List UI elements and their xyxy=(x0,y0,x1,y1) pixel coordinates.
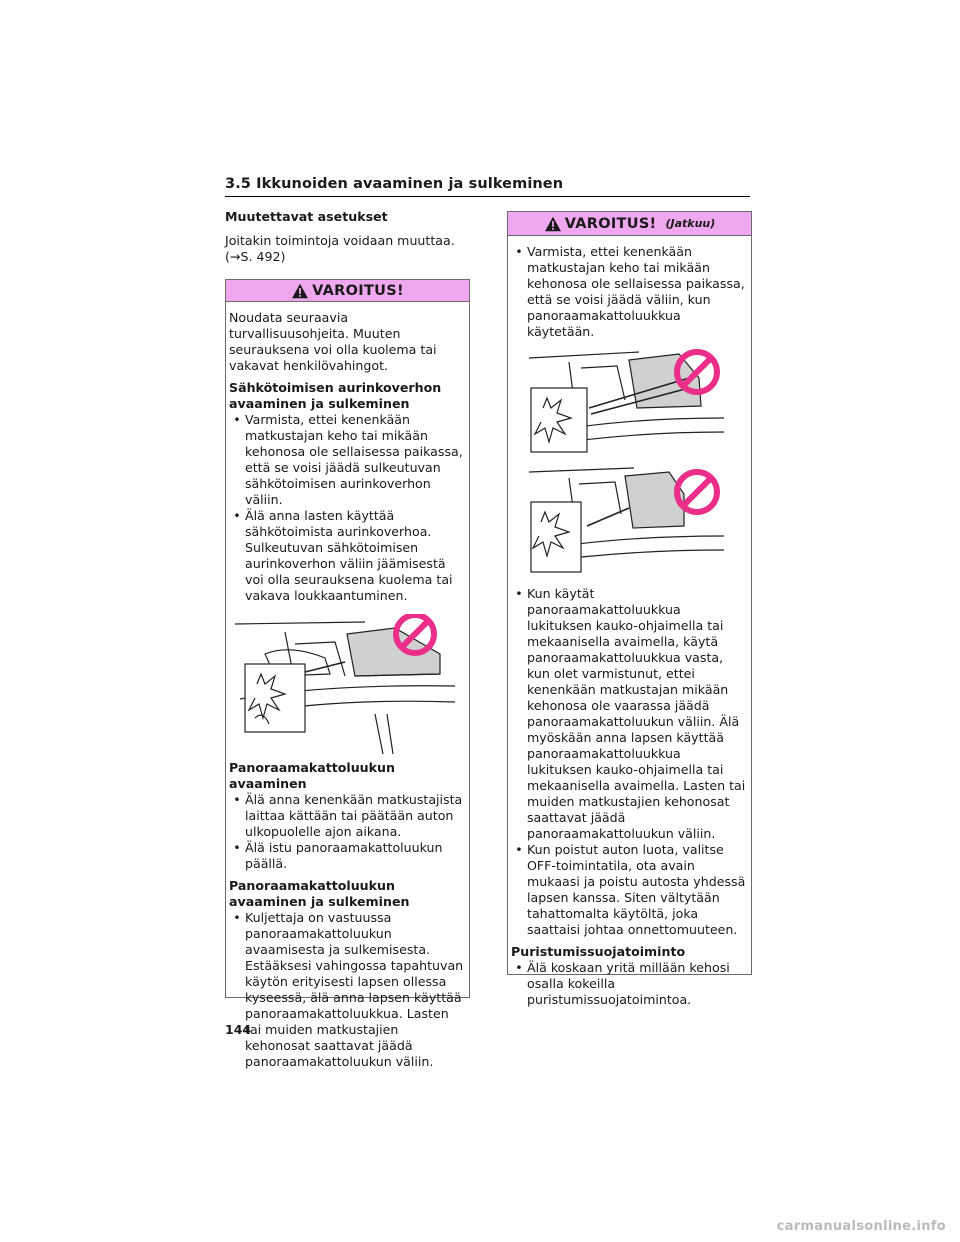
warning-title: VAROITUS! xyxy=(564,215,657,232)
section-header: 3.5 Ikkunoiden avaaminen ja sulkeminen xyxy=(225,176,750,197)
illustration-roof-hand-2 xyxy=(529,464,729,576)
list-item: • Älä anna kenenkään matkustajista laittaa kättään tai päätään auton ulkopuolelle ajon aikana. xyxy=(233,792,463,839)
warning-body-right xyxy=(508,236,751,1008)
pinch-protection-heading: Puristumissuojatoiminto xyxy=(511,944,686,959)
warning-lead: Noudata seuraavia turvallisuusohjeita. Muuten seurauksena voi olla kuolema tai vakavat henkilövahingot. xyxy=(229,310,437,373)
list-item: • Varmista, ettei kenenkään matkustajan keho tai mikään kehonosa ole sellaisessa paikassa, että se voisi jäädä väliin, kun panoraamakattoluukkua käytetään. xyxy=(515,244,745,339)
watermark: carmanualsonline.info xyxy=(776,1219,946,1234)
settings-intro-ref[interactable]: (→S. 492) xyxy=(225,249,286,264)
settings-intro-line1: Joitakin toimintoja voidaan muuttaa. xyxy=(225,233,455,248)
list-item: • Varmista, ettei kenenkään matkustajan keho tai mikään kehonosa ole sellaisessa paikassa, että se voisi jäädä sulkeutuvan sähkötoimisen aurinkoverhon väliin. xyxy=(233,412,463,507)
list-item: • Älä istu panoraamakattoluukun päällä. xyxy=(233,840,443,871)
warning-title: VAROITUS! xyxy=(312,282,404,299)
illustration-roof-hand-1 xyxy=(529,348,729,458)
list-item: • Kun poistut auton luota, valitse OFF-toimintatila, ota avain mukaasi ja poistu autosta yhdessä lapsen kanssa. Siten vältytään tahattomalta käytöltä, joka saattaisi johtaa onnettomuuteen. xyxy=(515,842,746,937)
list-item: • Älä koskaan yritä millään kehosi osalla kokeilla puristumissuojatoimintoa. xyxy=(515,960,730,1007)
page-number: 144 xyxy=(225,1022,252,1037)
roof-open-heading: Panoraamakattoluukun avaaminen xyxy=(229,760,395,791)
list-item: • Kun käytät panoraamakattoluukkua lukituksen kauko-ohjaimella tai mekaanisella avaimella, käytä panoraamakattoluukkua vasta, kun olet varmistunut, ettei kenenkään matkustajan mikään kehonosa ole vaarassa jäädä panoraamakattoluukun väliin. Älä myöskään anna lapsen käyttää panoraamakattoluukkua lukituksen kauko-ohjaimella tai mekaanisella avaimella. Lasten tai muiden matkustajien kehonosat saattavat jäädä panoraamakattoluukun väliin. xyxy=(515,586,746,841)
warning-triangle-icon xyxy=(291,283,309,299)
warning-body-left xyxy=(226,302,469,1070)
warning-continued-label: (Jatkuu) xyxy=(665,217,716,230)
settings-heading: Muutettavat asetukset xyxy=(225,209,388,224)
sunshade-heading: Sähkötoimisen aurinkoverhon avaaminen ja sulkeminen xyxy=(229,380,442,411)
warning-box-right xyxy=(507,211,752,1007)
warning-header xyxy=(226,280,469,302)
left-column xyxy=(225,209,470,265)
illustration-sunshade-hand xyxy=(235,614,460,754)
warning-triangle-icon xyxy=(544,216,562,232)
list-item: • Älä anna lasten käyttää sähkötoimista aurinkoverhoa. Sulkeutuvan sähkötoimisen aurinkoverhon väliin jäämisestä voi olla seurauksena kuolema tai vakava loukkaantuminen. xyxy=(233,508,453,603)
warning-header-continued xyxy=(508,212,751,236)
roof-open-close-heading: Panoraamakattoluukun avaaminen ja sulkeminen xyxy=(229,878,410,909)
list-item: • Kuljettaja on vastuussa panoraamakattoluukun avaamisesta ja sulkemisesta. Estääksesi vahingossa tapahtuvan käytön erityisesti lapsen ollessa kyseessä, älä anna lapsen käyttää panoraamakattoluukkua. Lasten tai muiden matkustajien kehonosat saattavat jäädä panoraamakattoluukun väliin. xyxy=(233,910,464,1069)
